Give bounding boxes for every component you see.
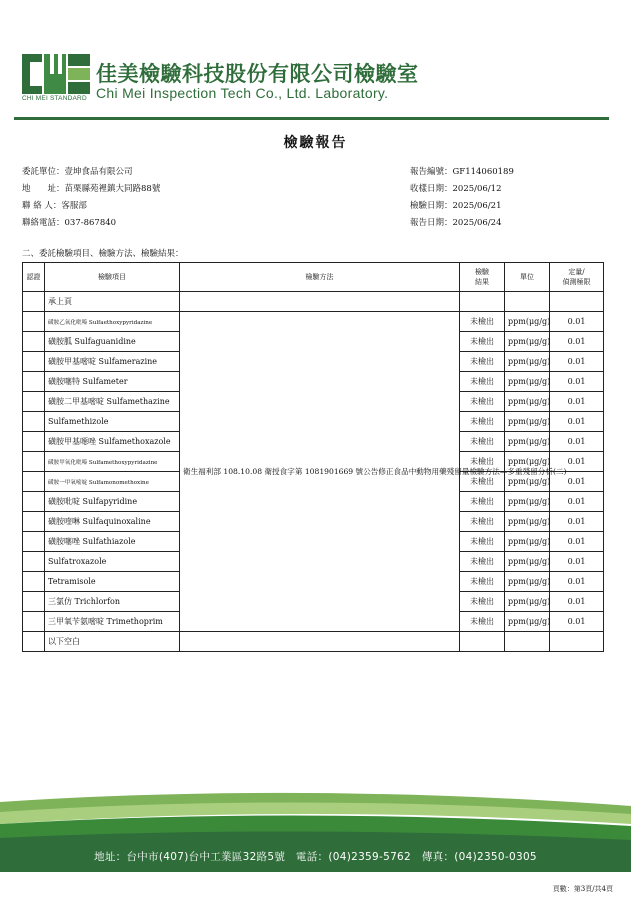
report-date: 報告日期：2025/06/24: [410, 218, 502, 228]
header-result: [460, 263, 505, 292]
cert-cell: [23, 592, 45, 612]
header-limit-line1: 定量/: [568, 268, 585, 276]
cert-cell: [23, 352, 45, 372]
item-name: 磺胺乙氧化吡嗪 Sulfaethoxypyridazine: [45, 312, 180, 332]
unit-value: ppm(μg/g): [505, 392, 550, 412]
cert-cell: [23, 412, 45, 432]
unit-value: ppm(μg/g): [505, 432, 550, 452]
unit-value: ppm(μg/g): [505, 552, 550, 572]
limit-value: 0.01: [550, 572, 604, 592]
result-value: 未檢出: [460, 452, 505, 472]
header-limit-line2: 偵測極限: [562, 278, 591, 286]
limit-value: 0.01: [550, 512, 604, 532]
item-name: 磺胺喹啉 Sulfaquinoxaline: [45, 512, 180, 532]
cert-cell: [23, 372, 45, 392]
test-date: 檢驗日期：2025/06/21: [410, 201, 502, 211]
client-contact: 聯 絡 人：客服部: [22, 201, 87, 211]
result-value: 未檢出: [460, 552, 505, 572]
limit-value: 0.01: [550, 612, 604, 632]
unit-value: ppm(μg/g): [505, 372, 550, 392]
unit-value: ppm(μg/g): [505, 312, 550, 332]
header-item: 檢驗項目: [45, 263, 180, 292]
result-value: 未檢出: [460, 532, 505, 552]
results-table: [22, 262, 604, 652]
item-name: 三氯仿 Trichlorfon: [45, 592, 180, 612]
company-name-zh: 佳美檢驗科技股份有限公司檢驗室: [96, 62, 419, 86]
result-cell-empty: [460, 632, 505, 652]
item-name: Sulfatroxazole: [45, 552, 180, 572]
limit-value: 0.01: [550, 492, 604, 512]
header-divider: [14, 117, 609, 120]
company-name-en: Chi Mei Inspection Tech Co., Ltd. Laboratory.: [96, 85, 389, 101]
table-row-end: [23, 632, 604, 652]
result-cell-empty: [460, 292, 505, 312]
limit-value: 0.01: [550, 472, 604, 492]
header-result-line1: 檢驗: [475, 268, 489, 276]
table-header-row: [23, 263, 604, 292]
unit-value: ppm(μg/g): [505, 532, 550, 552]
limit-value: 0.01: [550, 392, 604, 412]
result-value: 未檢出: [460, 512, 505, 532]
client-phone: 聯絡電話：037-867840: [22, 218, 117, 228]
table-row-continued: [23, 292, 604, 312]
result-value: 未檢出: [460, 332, 505, 352]
section-title: 二、委託檢驗項目、檢驗方法、檢驗結果：: [22, 249, 184, 259]
result-value: 未檢出: [460, 432, 505, 452]
cert-cell: [23, 512, 45, 532]
item-name: 磺胺甲基嘧啶 Sulfamerazine: [45, 352, 180, 372]
header-cert: 認證: [23, 263, 45, 292]
unit-cell-empty: [505, 292, 550, 312]
limit-value: 0.01: [550, 412, 604, 432]
cert-cell: [23, 632, 45, 652]
limit-value: 0.01: [550, 532, 604, 552]
report-number: 報告編號：GF114060189: [410, 167, 514, 177]
limit-value: 0.01: [550, 372, 604, 392]
item-name: 磺胺甲氧化吡嗪 Sulfamethoxypyridazine: [45, 452, 180, 472]
cert-cell: [23, 292, 45, 312]
report-title: 檢驗報告: [283, 135, 348, 151]
limit-value: 0.01: [550, 332, 604, 352]
cert-cell: [23, 392, 45, 412]
item-name: 磺胺噻特 Sulfameter: [45, 372, 180, 392]
item-name: Tetramisole: [45, 572, 180, 592]
cert-cell: [23, 552, 45, 572]
cert-cell: [23, 612, 45, 632]
end-label: 以下空白: [45, 632, 180, 652]
cert-cell: [23, 492, 45, 512]
method-text: 衛生福利部 108.10.08 衛授食字第 1081901669 號公告修正食品中動物用藥殘留量檢驗方法—多重殘留分析(二): [180, 312, 460, 632]
limit-value: 0.01: [550, 352, 604, 372]
client-address: 地 址：苗栗縣苑裡鎮大同路88號: [22, 184, 161, 194]
limit-value: 0.01: [550, 552, 604, 572]
limit-value: 0.01: [550, 592, 604, 612]
method-cell-empty: [180, 632, 460, 652]
item-name: 磺胺甲基噁唑 Sulfamethoxazole: [45, 432, 180, 452]
page-number: 頁數：第3頁/共4頁: [552, 885, 613, 893]
result-value: 未檢出: [460, 352, 505, 372]
header-limit: [550, 263, 604, 292]
result-value: 未檢出: [460, 612, 505, 632]
company-logo: [22, 52, 90, 96]
cert-cell: [23, 432, 45, 452]
cert-cell: [23, 472, 45, 492]
logo-subtitle: CHI MEI STANDARD: [22, 95, 87, 102]
unit-value: ppm(μg/g): [505, 472, 550, 492]
result-value: 未檢出: [460, 472, 505, 492]
result-value: 未檢出: [460, 372, 505, 392]
table-row: [23, 312, 604, 332]
limit-value: 0.01: [550, 432, 604, 452]
client-info: [22, 164, 160, 232]
unit-value: ppm(μg/g): [505, 512, 550, 532]
unit-value: ppm(μg/g): [505, 352, 550, 372]
cert-cell: [23, 332, 45, 352]
item-name: 磺胺二甲基嘧啶 Sulfamethazine: [45, 392, 180, 412]
result-value: 未檢出: [460, 572, 505, 592]
limit-cell-empty: [550, 632, 604, 652]
client-name: 委託單位：壹坤食品有限公司: [22, 167, 133, 177]
item-name: 磺胺一甲氧嘧啶 Sulfamonomethoxine: [45, 472, 180, 492]
item-name: 磺胺噻唑 Sulfathiazole: [45, 532, 180, 552]
cert-cell: [23, 452, 45, 472]
result-value: 未檢出: [460, 592, 505, 612]
result-value: 未檢出: [460, 412, 505, 432]
received-date: 收樣日期：2025/06/12: [410, 184, 502, 194]
header-method: 檢驗方法: [180, 263, 460, 292]
unit-value: ppm(μg/g): [505, 592, 550, 612]
unit-value: ppm(μg/g): [505, 612, 550, 632]
unit-value: ppm(μg/g): [505, 572, 550, 592]
unit-cell-empty: [505, 632, 550, 652]
header-unit: 單位: [505, 263, 550, 292]
cert-cell: [23, 312, 45, 332]
result-value: 未檢出: [460, 312, 505, 332]
item-name: Sulfamethizole: [45, 412, 180, 432]
result-value: 未檢出: [460, 392, 505, 412]
method-cell-empty: [180, 292, 460, 312]
item-name: 磺胺吡啶 Sulfapyridine: [45, 492, 180, 512]
unit-value: ppm(μg/g): [505, 492, 550, 512]
report-meta: [410, 164, 514, 232]
unit-value: ppm(μg/g): [505, 332, 550, 352]
item-name: 磺胺胍 Sulfaguanidine: [45, 332, 180, 352]
unit-value: ppm(μg/g): [505, 412, 550, 432]
cert-cell: [23, 572, 45, 592]
continued-label: 承上頁: [45, 292, 180, 312]
header-result-line2: 結果: [475, 278, 489, 286]
limit-value: 0.01: [550, 452, 604, 472]
result-value: 未檢出: [460, 492, 505, 512]
limit-value: 0.01: [550, 312, 604, 332]
item-name: 三甲氧苄氨嘧啶 Trimethoprim: [45, 612, 180, 632]
cert-cell: [23, 532, 45, 552]
unit-value: ppm(μg/g): [505, 452, 550, 472]
limit-cell-empty: [550, 292, 604, 312]
footer-contact: 地址：台中市(407)台中工業區32路5號 電話：(04)2359-5762 傳真：(04)2350-0305: [94, 851, 537, 863]
